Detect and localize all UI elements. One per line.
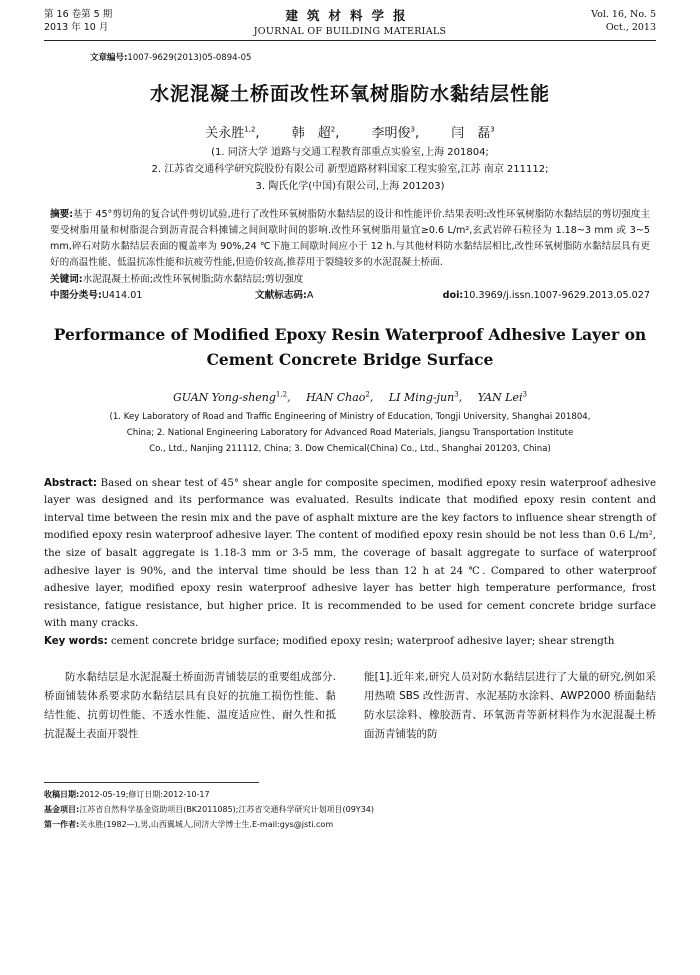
author-affil-mark: 1,2 — [244, 125, 256, 134]
footnote-first-author — [44, 817, 656, 832]
affiliation-line: China; 2. National Engineering Laboratory for Advanced Road Materials, Jiangsu Transportation Institute — [126, 427, 574, 438]
author-name: 关永胜 — [205, 126, 245, 141]
author-name: 韩 超 — [291, 126, 331, 141]
abstract-en — [44, 475, 656, 633]
author-affil-mark: 2 — [330, 125, 336, 134]
footnote-label: 第一作者: — [44, 820, 80, 829]
footnote-label: 基金项目: — [44, 805, 80, 814]
article-id-value: 1007-9629(2013)05-0894-05 — [127, 53, 252, 63]
doc-code-value: A — [306, 290, 314, 301]
abstract-cn — [50, 207, 650, 271]
clc-number — [50, 288, 142, 303]
author-name: 闫 磊 — [451, 126, 491, 141]
author-cn: 李明俊$^3$, — [371, 125, 420, 141]
author-name: GUAN Yong-sheng — [173, 390, 276, 404]
footnote-divider — [44, 782, 259, 783]
header-date-cn: 2013 年 10 月 — [44, 22, 109, 33]
article-id — [90, 51, 656, 63]
affiliations-en — [44, 409, 656, 457]
author-cn: 韩 超$^2$, — [291, 125, 340, 141]
author-en: GUAN Yong-sheng$^{1,2}$, — [173, 390, 291, 404]
running-header — [44, 0, 656, 41]
header-volume-en: Vol. 16, No. 5 — [591, 9, 656, 20]
keywords-en — [44, 633, 656, 650]
author-affil-mark: 1,2 — [275, 390, 288, 398]
keywords-en-label: Key words: — [44, 636, 108, 647]
article-id-label: 文章编号: — [90, 53, 128, 63]
footnote-text: 江苏省自然科学基金资助项目(BK2011085);江苏省交通科学研究计划项目(09Y34) — [79, 805, 374, 814]
title-en-line: Cement Concrete Bridge Surface — [206, 350, 494, 369]
affiliation-line: (1. Key Laboratory of Road and Traffic Engineering of Ministry of Education, Tongji University, Shanghai 201804, — [109, 411, 591, 422]
author-en — [478, 391, 527, 404]
abstract-cn-text: 基于 45°剪切角的复合试件剪切试验,进行了改性环氧树脂防水黏结层的设计和性能评价.结果表明:改性环氧树脂防水黏结层的剪切强度主要受树脂用量和树脂混合到沥青混合料摊铺之间间歇时间的影响.改性环氧树脂用量宜≥0.6 L/m²,玄武岩碎石粒径为 1.18~3 mm 或 3~5 mm,碎石对防水黏结层表面的覆盖率为 90%,24 ℃下施工间歇时间应小于 12 h.与其他材料防水黏结层相比,改性环氧树脂防水黏结层具有更好的高温性能、低温抗冻性能和抗疲劳性能,但造价较高,推荐用于裂缝较多的水泥混凝土桥面. — [50, 209, 651, 268]
affiliation-line: 3. 陶氏化学(中国)有限公司,上海 201203) — [255, 181, 445, 192]
footnote-received — [44, 787, 656, 802]
authors-cn — [44, 122, 656, 141]
affiliation-line: (1. 同济大学 道路与交通工程教育部重点实验室,上海 201804; — [211, 147, 489, 158]
doi-label: doi: — [442, 290, 464, 301]
keywords-cn — [50, 272, 650, 287]
header-date-en: Oct., 2013 — [605, 22, 656, 33]
author-en: LI Ming-jun$^3$, — [388, 390, 463, 404]
author-name: LI Ming-jun — [388, 390, 455, 404]
header-issue-en — [591, 8, 656, 34]
author-name: 李明俊 — [371, 126, 411, 141]
clc-value: U414.01 — [101, 290, 143, 301]
clc-label: 中图分类号: — [50, 290, 102, 301]
body-column-right: 能[1].近年来,研究人员对防水黏结层进行了大量的研究,例如采用热喷 SBS 改性沥青、水泥基防水涂料、AWP2000 桥面黏结防水层涂料、橡胶沥青、环氧沥青等新材料作为水泥混凝土桥面沥青铺装的防 — [364, 671, 656, 740]
title-cn: 水泥混凝土桥面改性环氧树脂防水黏结层性能 — [149, 83, 550, 105]
header-volume-cn: 第 16 卷第 5 期 — [44, 9, 113, 20]
author-affil-mark: 3 — [410, 125, 415, 134]
author-en: HAN Chao$^2$, — [306, 390, 374, 404]
author-cn: 关永胜$^{1,2}$, — [205, 125, 260, 141]
abstract-cn-label: 摘要: — [50, 209, 74, 220]
footnote-label: 收稿日期: — [44, 790, 80, 799]
doc-code-label: 文献标志码: — [255, 290, 307, 301]
author-affil-mark: 3 — [454, 390, 459, 398]
footnote-text: 2012-05-19;修订日期:2012-10-17 — [79, 790, 210, 799]
footnote-text: 关永胜(1982—),男,山西翼城人,同济大学博士生.E-mail:gys@jsti.com — [79, 820, 334, 829]
footnote-funding — [44, 802, 656, 817]
keywords-cn-text: 水泥混凝土桥面;改性环氧树脂;防水黏结层;剪切强度 — [82, 274, 304, 285]
author-affil-mark: 2 — [365, 390, 370, 398]
authors-en — [44, 390, 656, 404]
title-en — [44, 322, 656, 372]
keywords-cn-label: 关键词: — [50, 274, 83, 285]
affiliation-line: 2. 江苏省交通科学研究院股份有限公司 新型道路材料国家工程实验室,江苏 南京 211112; — [151, 164, 549, 175]
journal-name-en: JOURNAL OF BUILDING MATERIALS — [253, 26, 447, 37]
abstract-en-text: Based on shear test of 45° shear angle for composite specimen, modified epoxy resin waterproof adhesive layer was designed and its performance was evaluated. Results indicate that modified epoxy resin content and interval time between the resin mix and the pave of asphalt mixture are the key factors to influence shear strength of modified epoxy resin waterproof adhesive layer. The content of modified epoxy resin should be not less than 0.6 L/m², the size of basalt aggregate is 1.18-3 mm or 3-5 mm, the coverage of basalt aggregate to surface of waterproof adhesive layer is 90%, and the interval time should be less than 12 h at 24 ℃. Compared to other waterproof adhesive layer, modified epoxy resin waterproof adhesive layer has better high temperature performance, frost resistance, fatigue resistance, but higher price. It is recommended to be used for cement concrete bridge surface with many cracks. — [44, 477, 656, 630]
author-name: YAN Lei — [477, 390, 523, 404]
title-en-line: Performance of Modified Epoxy Resin Waterproof Adhesive Layer on — [53, 325, 647, 344]
author-cn — [451, 126, 494, 141]
author-affil-mark: 3 — [522, 390, 527, 398]
footnotes — [44, 787, 656, 832]
header-journal — [44, 6, 656, 37]
classification-line — [50, 288, 650, 304]
doi-value: 10.3969/j.issn.1007-9629.2013.05.027 — [463, 290, 650, 301]
author-affil-mark: 3 — [490, 125, 495, 134]
journal-name-cn: 建筑材料学报 — [285, 8, 415, 23]
affiliation-line: Co., Ltd., Nanjing 211112, China; 3. Dow Chemical(China) Co., Ltd., Shanghai 201203, China) — [149, 443, 551, 454]
keywords-en-text: cement concrete bridge surface; modified epoxy resin; waterproof adhesive layer; shear strength — [110, 636, 615, 647]
doc-code — [255, 288, 313, 303]
body-text — [44, 668, 656, 768]
author-name: HAN Chao — [306, 390, 366, 404]
body-column-left: 防水黏结层是水泥混凝土桥面沥青铺装层的重要组成部分.桥面铺装体系要求防水黏结层具有良好的抗施工损伤性能、黏结性能、抗剪切性能、不透水性能、温度适应性、耐久性和抵抗混凝土表面开裂性 — [44, 671, 336, 740]
abstract-en-label: Abstract: — [44, 477, 97, 489]
doi — [443, 288, 650, 303]
affiliations-cn — [44, 144, 656, 195]
